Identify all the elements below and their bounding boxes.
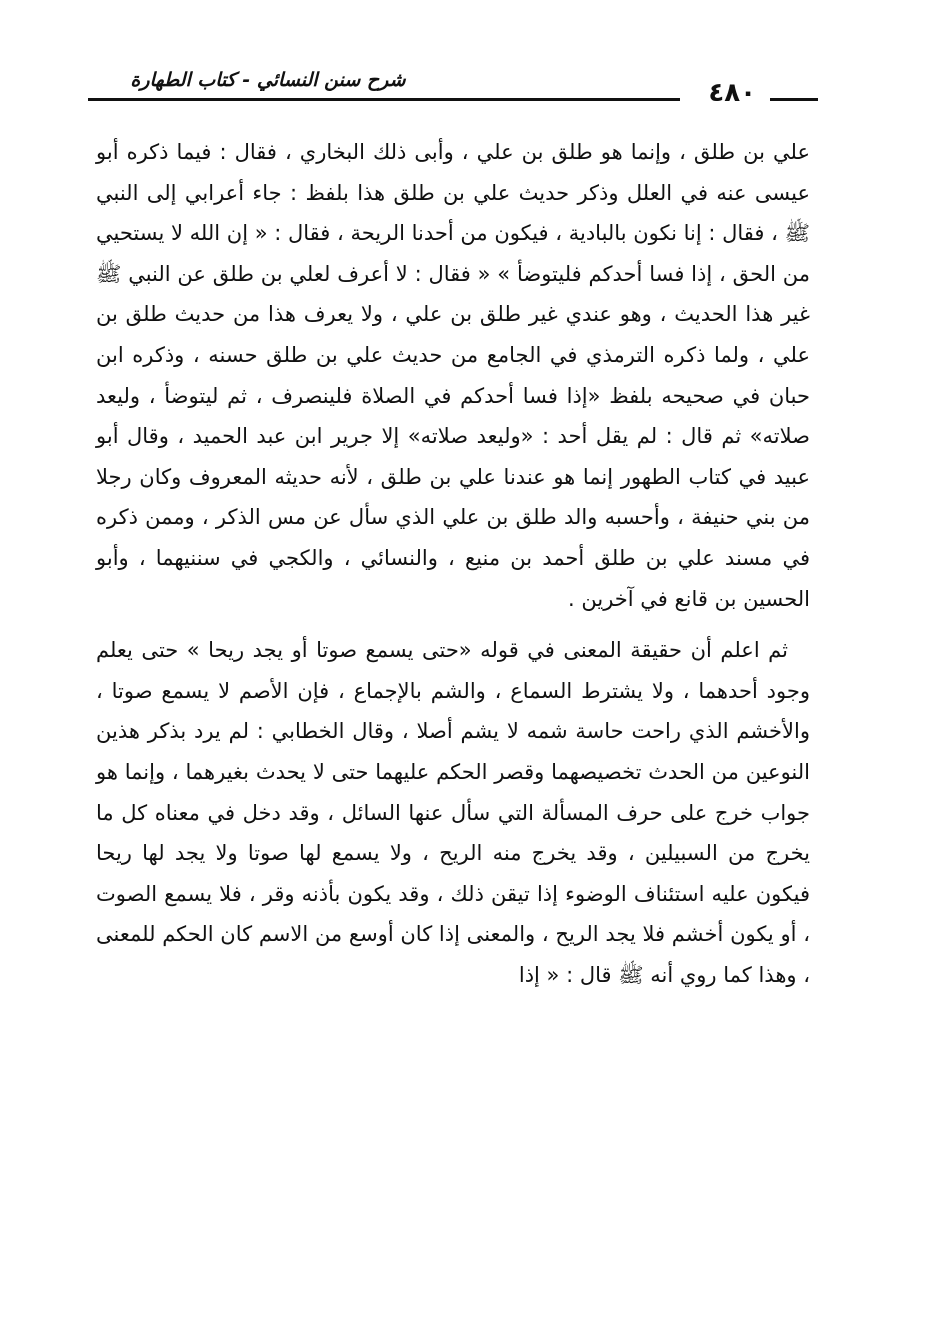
header-rule-short	[770, 98, 818, 101]
header-rule-long	[88, 98, 680, 101]
body-text	[96, 132, 810, 995]
page-number: ٤٨٠	[708, 78, 756, 108]
paragraph-2: ثم اعلم أن حقيقة المعنى في قوله «حتى يسمع صوتا أو يجد ريحا » حتى يعلم وجود أحدهما ، ولا يشترط السماع ، والشم بالإجماع ، فإن الأصم لا يسمع صوتا ، والأخشم الذي راحت حاسة شمه لا يشم أصلا ، وقال الخطابي : لم يرد بذكر هذين النوعين من الحدث تخصيصهما وقصر الحكم عليهما حتى لا يحدث بغيرهما ، وإنما هو جواب خرج على حرف المسألة التي سأل عنها السائل ، وقد دخل في معناه كل ما يخرج من السبيلين ، وقد يخرج منه الريح ، ولا يسمع لها صوتا ولا يجد لها ريحا فيكون عليه استئناف الوضوء إذا تيقن ذلك ، وقد يكون بأذنه وقر ، فلا يسمع الصوت ، أو يكون أخشم فلا يجد الريح ، والمعنى إذا كان أوسع من الاسم كان الحكم للمعنى ، وهذا كما روي أنه ﷺ قال : « إذا	[96, 638, 810, 987]
paragraph-1: علي بن طلق ، وإنما هو طلق بن علي ، وأبى ذلك البخاري ، فقال : فيما ذكره أبو عيسى عنه في العلل وذكر حديث علي بن طلق هذا بلفظ : جاء أعرابي إلى النبي ﷺ ، فقال : إنا نكون بالبادية ، فيكون من أحدنا الريحة ، فقال : « إن الله لا يستحيي من الحق ، إذا فسا أحدكم فليتوضأ » « فقال : لا أعرف لعلي بن طلق عن النبي ﷺ غير هذا الحديث ، وهو عندي غير طلق بن علي ، ولا يعرف هذا من حديث طلق بن علي ، ولما ذكره الترمذي في الجامع من حديث علي بن طلق حسنه ، وذكره ابن حبان في صحيحه بلفظ «إذا فسا أحدكم في الصلاة فلينصرف ، ثم ليتوضأ ، وليعد صلاته» ثم قال : لم يقل أحد : «وليعد صلاته» إلا جرير ابن عبد الحميد ، وقال أبو عبيد في كتاب الطهور إنما هو عندنا علي بن طلق ، لأنه حديثه المعروف وكان رجلا من بني حنيفة ، وأحسبه والد طلق بن علي الذي سأل عن مس الذكر ، وممن ذكره في مسند علي بن طلق أحمد بن منيع ، والنسائي ، والكجي في سننيهما ، وأبو الحسين بن قانع في آخرين .	[96, 140, 810, 611]
page-header	[88, 58, 818, 110]
running-title: شرح سنن النسائي - كتاب الطهارة	[130, 69, 406, 91]
